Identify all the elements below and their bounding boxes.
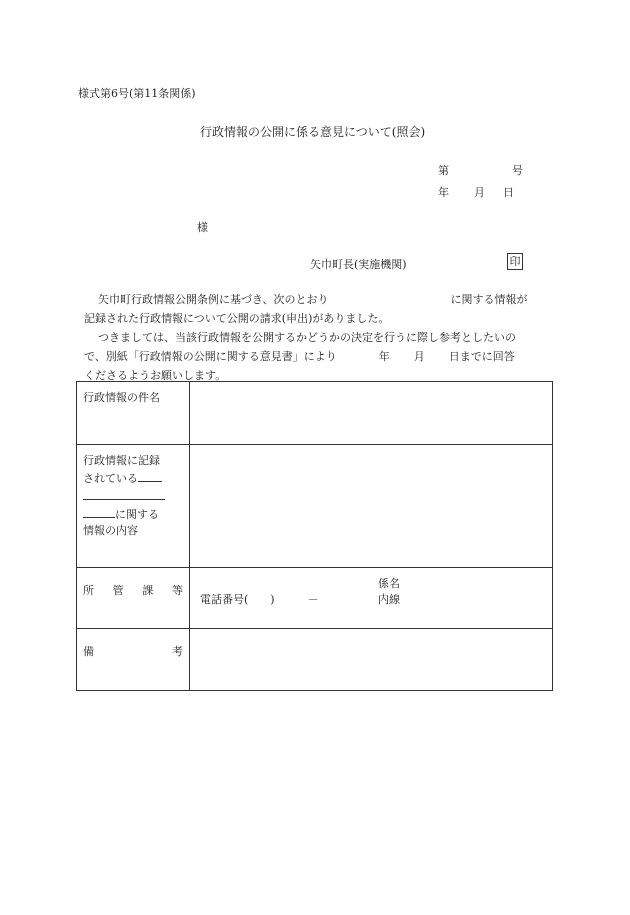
info-table [76, 381, 553, 691]
table-row-remarks [77, 629, 553, 691]
body-line-4b: 日までに回答 [448, 350, 515, 363]
body-line-2: 記録された行政情報について公開の請求(申出)がありました。 [84, 312, 390, 325]
section-name-label: 係名 [378, 577, 400, 590]
body-line-3: つきましては、当該行政情報を公開するかどうかの決定を行うに際し参考としたいの [98, 331, 516, 344]
label-content [77, 445, 190, 568]
label-remarks: 備 考 [77, 629, 190, 691]
date-day: 日 [503, 186, 514, 199]
field-department[interactable] [190, 568, 553, 629]
label-content-line1: 行政情報に記録 [83, 454, 160, 467]
table-row-subject [77, 382, 553, 445]
body-line-4-month: 月 [413, 350, 425, 363]
number-suffix: 号 [512, 164, 523, 177]
body-line-4-year: 年 [378, 350, 390, 363]
addressee-honorific: 様 [197, 221, 208, 234]
body-line-1b: に関する情報が [450, 293, 528, 306]
field-content[interactable] [190, 445, 553, 568]
letter-body [84, 290, 556, 385]
date-month: 月 [474, 186, 485, 199]
issuer-name: 矢巾町長(実施機関) [310, 258, 407, 271]
label-department: 所 管 課 等 [77, 568, 190, 629]
label-content-line5: 情報の内容 [83, 524, 138, 537]
body-line-5: くださるようお願いします。 [84, 369, 227, 382]
label-content-line3 [83, 487, 183, 505]
form-number-label: 様式第6号(第11条関係) [78, 87, 196, 100]
document-title: 行政情報の公開に係る意見について(照会) [200, 125, 426, 139]
extension-label: 内線 [378, 593, 400, 606]
label-content-line2: されている [83, 469, 183, 487]
blank-underline [83, 505, 115, 518]
phone-number-label: 電話番号( ) － [200, 593, 319, 606]
field-subject[interactable] [190, 382, 553, 445]
number-prefix: 第 [438, 164, 449, 177]
label-subject: 行政情報の件名 [77, 382, 190, 445]
body-line-1a: 矢巾町行政情報公開条例に基づき、次のとおり [98, 293, 329, 306]
label-content-line4: に関する [83, 505, 183, 523]
table-row-content [77, 445, 553, 568]
table-row-department [77, 568, 553, 629]
blank-underline [83, 487, 165, 500]
document-number-date [438, 160, 523, 204]
body-line-4a: で、別紙「行政情報の公開に関する意見書」により [84, 350, 337, 363]
field-remarks[interactable] [190, 629, 553, 691]
date-year: 年 [438, 186, 449, 199]
seal-stamp-box: 印 [507, 253, 523, 270]
blank-underline [138, 469, 162, 482]
